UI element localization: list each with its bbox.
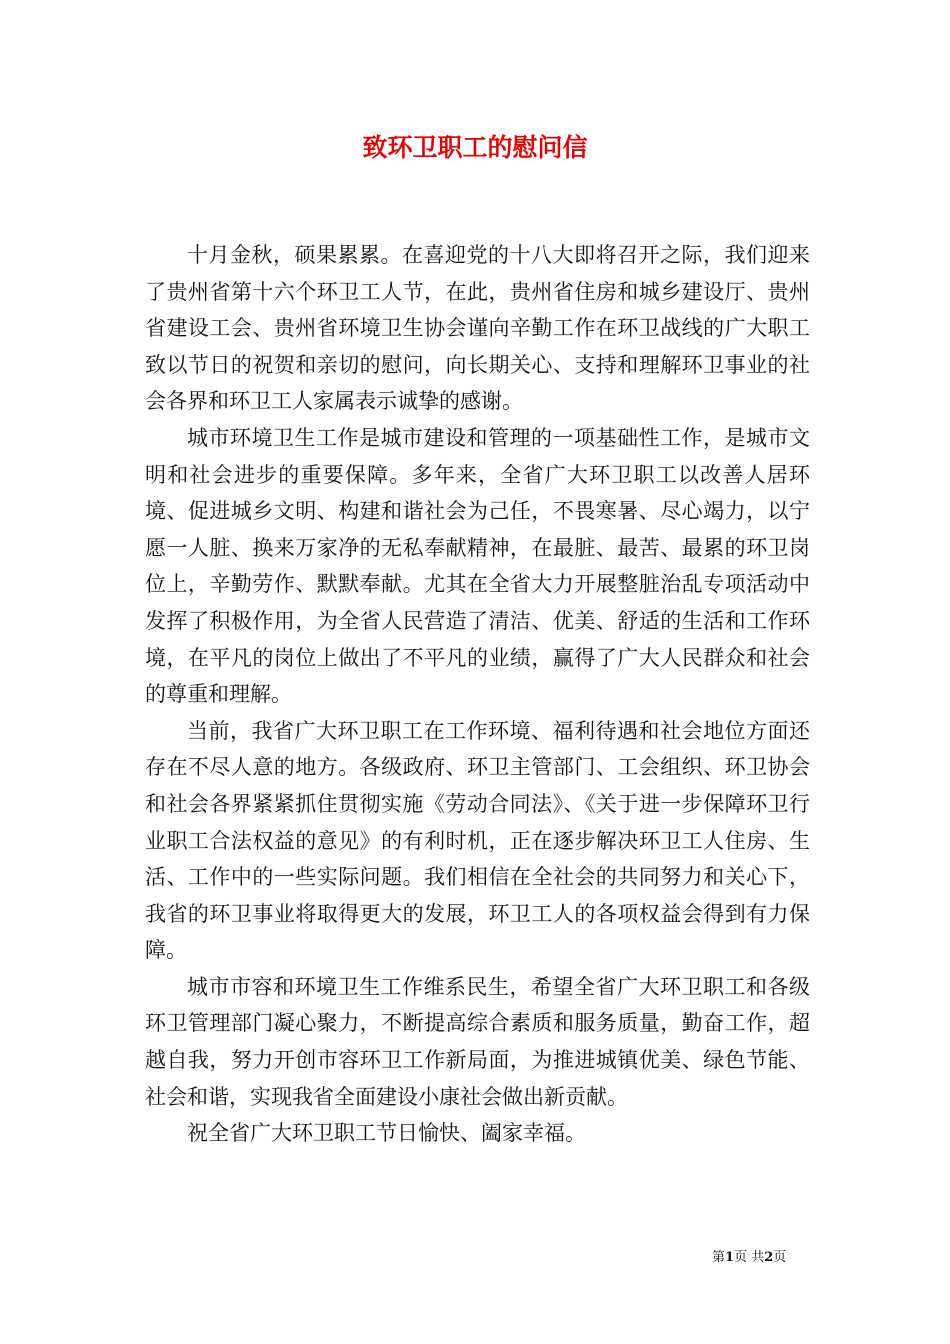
footer-suffix: 页 xyxy=(773,1250,787,1265)
footer-prefix: 第 xyxy=(712,1250,726,1265)
current-page-number: 1 xyxy=(725,1250,735,1265)
total-pages-number: 2 xyxy=(764,1250,774,1265)
page-number-footer xyxy=(712,1246,786,1265)
paragraph-4: 城市市容和环境卫生工作维系民生，希望全省广大环卫职工和各级环卫管理部门凝心聚力，不断提高综合素质和服务质量，勤奋工作，超越自我，努力开创市容环卫工作新局面，为推进城镇优美、绿色节能、社会和谐，实现我省全面建设小康社会做出新贡献。 xyxy=(145,974,810,1109)
footer-middle: 页 共 xyxy=(734,1250,765,1265)
paragraph-3: 当前，我省广大环卫职工在工作环境、福利待遇和社会地位方面还存在不尽人意的地方。各级政府、环卫主管部门、工会组织、环卫协会和社会各界紧紧抓住贯彻实施《劳动合同法》、《关于进一步保障环卫行业职工合法权益的意见》的有利时机，正在逐步解决环卫工人住房、生活、工作中的一些实际问题。我们相信在全社会的共同努力和关心下，我省的环卫事业将取得更大的发展，环卫工人的各项权益会得到有力保障。 xyxy=(145,718,810,963)
paragraph-5: 祝全省广大环卫职工节日愉快、阖家幸福。 xyxy=(187,1121,586,1146)
paragraph-2: 城市环境卫生工作是城市建设和管理的一项基础性工作，是城市文明和社会进步的重要保障。多年来，全省广大环卫职工以改善人居环境、促进城乡文明、构建和谐社会为己任，不畏寒暑、尽心竭力，以宁愿一人脏、换来万家净的无私奉献精神，在最脏、最苦、最累的环卫岗位上，辛勤劳作、默默奉献。尤其在全省大力开展整脏治乱专项活动中发挥了积极作用，为全省人民营造了清洁、优美、舒适的生活和工作环境，在平凡的岗位上做出了不平凡的业绩，赢得了广大人民群众和社会的尊重和理解。 xyxy=(145,425,810,707)
paragraph-1: 十月金秋，硕果累累。在喜迎党的十八大即将召开之际，我们迎来了贵州省第十六个环卫工人节，在此，贵州省住房和城乡建设厅、贵州省建设工会、贵州省环境卫生协会谨向辛勤工作在环卫战线的广大职工致以节日的祝贺和亲切的慰问，向长期关心、支持和理解环卫事业的社会各界和环卫工人家属表示诚挚的感谢。 xyxy=(145,243,810,414)
document-title: 致环卫职工的慰问信 xyxy=(362,133,588,162)
letter-body xyxy=(145,237,810,1152)
